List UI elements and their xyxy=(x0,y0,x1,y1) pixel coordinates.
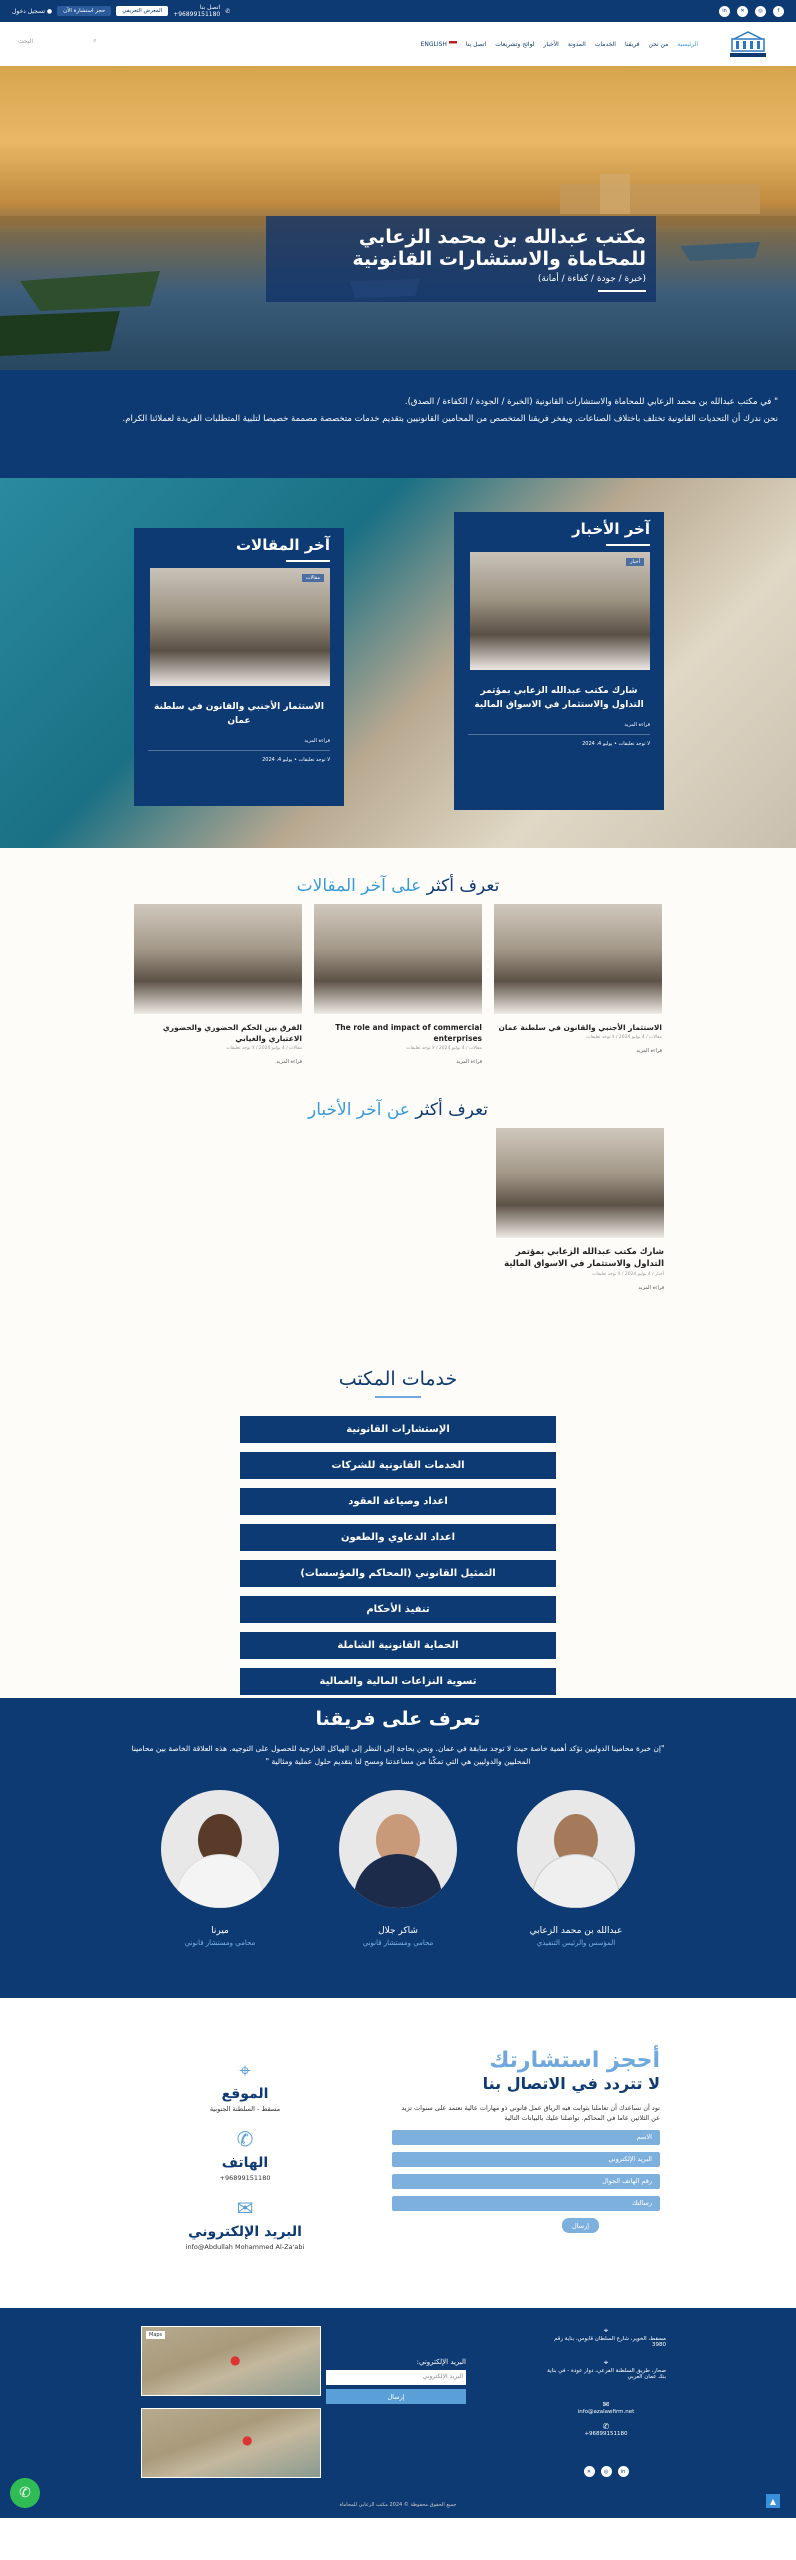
service-item[interactable]: التمثيل القانوني (المحاكم والمؤسسات) xyxy=(240,1560,556,1587)
english-label: ENGLISH xyxy=(420,40,447,48)
facebook-icon[interactable]: f xyxy=(773,6,784,17)
logo-icon xyxy=(726,29,770,59)
latest-articles-heading: آخر المقالات xyxy=(235,536,330,554)
phone-icon: ✆ xyxy=(236,2127,254,2151)
nav-english[interactable] xyxy=(421,41,457,48)
article-thumbnail[interactable] xyxy=(494,904,662,1014)
location-value: مسقط - السلطنة الجنوبية xyxy=(209,2105,281,2113)
read-more-link[interactable]: قراءة المزيد xyxy=(624,722,650,728)
phone-number: 96899151180+ xyxy=(173,11,221,18)
nav-blog[interactable]: المدونة xyxy=(567,40,586,48)
news-section xyxy=(0,1070,796,1320)
search-bar xyxy=(18,37,96,45)
team-member[interactable] xyxy=(517,1790,635,1947)
map-link[interactable]: Maps xyxy=(146,2331,165,2339)
login-label: تسجيل دخول xyxy=(12,7,45,15)
book-consult-button[interactable]: حجز استشارة الآن xyxy=(57,6,111,16)
map-embed-1[interactable] xyxy=(141,2326,321,2396)
copyright: جميع الحقوق محفوظة © 2024 مكتب الزعابي للمحاماة xyxy=(339,2502,457,2508)
news-section-title xyxy=(0,1100,796,1120)
title-prefix: تعرف أكثر xyxy=(426,876,500,896)
read-more-link[interactable]: قراءة المزيد xyxy=(638,1285,664,1291)
avatar-body xyxy=(354,1854,442,1908)
member-role: محامي ومستشار قانوني xyxy=(184,1939,256,1947)
articles-section-title xyxy=(0,876,796,896)
article-card-title[interactable]: The role and impact of commercial enterprises xyxy=(335,1023,482,1043)
avatar xyxy=(339,1790,457,1908)
email-label: البريد الإلكتروني xyxy=(188,2224,302,2240)
services-heading: خدمات المكتب xyxy=(338,1368,458,1390)
article-card[interactable] xyxy=(134,904,302,1065)
article-card-title[interactable]: الفرق بين الحكم الحضوري والحضوري الاعتباري والغيابي xyxy=(162,1023,302,1043)
hero-title: مكتب عبدالله بن محمد الزعابي للمحاماة والاستشارات القانونية xyxy=(352,226,646,270)
contact-section xyxy=(0,1998,796,2308)
service-item[interactable]: الإستشارات القانونية xyxy=(240,1416,556,1443)
top-phone[interactable] xyxy=(173,4,220,18)
flag-icon xyxy=(449,41,457,46)
latest-news-heading: آخر الأخبار xyxy=(571,520,650,538)
member-role: محامي ومستشار قانوني xyxy=(362,1939,434,1947)
service-item[interactable]: تنفيذ الأحكام xyxy=(240,1596,556,1623)
phone-field[interactable]: رقم الهاتف الجوال xyxy=(392,2174,660,2189)
service-item[interactable]: الحماية القانونية الشاملة xyxy=(240,1632,556,1659)
footer-address-2 xyxy=(546,2358,666,2380)
avatar-body xyxy=(532,1854,620,1908)
location-label: الموقع xyxy=(221,2086,269,2102)
team-member[interactable] xyxy=(161,1790,279,1947)
map-embed-2[interactable] xyxy=(141,2408,321,2478)
email-icon: ✉ xyxy=(602,2400,610,2409)
phone-text: 96899151180+ xyxy=(584,2431,628,2437)
x-icon[interactable]: ✕ xyxy=(584,2466,595,2477)
news-badge: أخبار xyxy=(626,558,644,566)
email-text: info@azalawfirm.net xyxy=(577,2409,635,2415)
service-item[interactable]: اعداد وصياغة العقود xyxy=(240,1488,556,1515)
booking-submit-button[interactable]: إرسال xyxy=(562,2218,599,2233)
intro-line-2: نحن ندرك أن التحديات القانونية تختلف باختلاف الصناعات. ويفخر فريقنا المتخصص من المحامين القانونيين بتقديم خدمات متخصصة مصممة خصيصا لتلبية المتطلبات الفريدة لعملائنا الكرام. xyxy=(122,414,778,424)
services-section xyxy=(0,1320,796,1698)
search-icon[interactable]: ⌕ xyxy=(93,37,97,44)
article-card[interactable] xyxy=(494,904,662,1065)
read-more-link[interactable]: قراءة المزيد xyxy=(276,1059,302,1065)
intro-line-1: " في مكتب عبدالله بن محمد الزعابي للمحاماة والاستشارات القانونية (الخبرة / الجودة / الكفاءة / الصدق). xyxy=(404,397,778,407)
phone-label: اتصل بنا xyxy=(199,4,221,11)
member-name: عبدالله بن محمد الزعابي xyxy=(529,1926,623,1936)
article-image[interactable] xyxy=(150,568,330,686)
hero-underline xyxy=(598,290,646,292)
newsletter-submit-button[interactable]: إرسال xyxy=(326,2389,466,2404)
nav-contact[interactable]: اتصل بنا xyxy=(465,40,487,48)
newsletter-input[interactable]: البريد الإلكتروني xyxy=(326,2370,466,2385)
search-input[interactable]: البحث xyxy=(18,37,34,45)
nav-news[interactable]: الأخبار xyxy=(543,40,559,48)
read-more-link[interactable]: قراءة المزيد xyxy=(636,1048,662,1054)
news-image[interactable] xyxy=(470,552,650,670)
location-icon: ⌖ xyxy=(603,2326,609,2335)
user-icon: ● xyxy=(46,7,53,15)
articles-grid xyxy=(0,904,796,1065)
avatar xyxy=(517,1790,635,1908)
footer-phone[interactable] xyxy=(546,2422,666,2437)
footer xyxy=(0,2308,796,2518)
contact-info xyxy=(180,2058,310,2251)
team-members xyxy=(0,1790,796,1947)
newsletter-form xyxy=(326,2358,466,2404)
scroll-top-icon[interactable]: ▲ xyxy=(766,2494,780,2508)
address-text: صحار، طريق السلطنة الفرعي، دوار عودة - في بناية بنك عمان العربي xyxy=(547,2368,666,2380)
phone-icon: ✆ xyxy=(225,7,231,15)
news-card-title[interactable]: شارك مكتب عبدالله الزعابي بمؤتمر التداول والاستثمار في الاسواق المالية xyxy=(504,1247,664,1269)
article-card-title[interactable]: الاستثمار الأجنبي والقانون في سلطنة عمان xyxy=(498,1023,662,1032)
team-heading: تعرف على فريقنا xyxy=(315,1708,481,1730)
address-text: مسقط، الخوير، شارع السلطان قابوس، بناية رقم 3980 xyxy=(554,2336,666,2348)
nav-home[interactable]: الرئيسية xyxy=(677,40,698,48)
articles-section xyxy=(0,848,796,1070)
message-field[interactable]: رسالتك xyxy=(392,2196,660,2211)
booking-description: نود أن نساعدك أن تعاملنا بثوابت فيه الرياق عمل قانوني ذو مهارات عالية تعتمد على سنوات تزيد عن الثلاثين عاما في المحاكم. تواصلنا عليك بالبيانات التالية xyxy=(401,2104,660,2122)
team-member[interactable] xyxy=(339,1790,457,1947)
team-description: "إن خبرة محامينا الدوليين تؤكد أهمية خاصة حيث لا توجد سابقة في عمان. ونحن بحاجة إلى النظر إلى الهياكل الخارجية للحصول على التوجيه. هذه العلاقة الخاصة بين محامينا المحليين والدوليين هي التي تمكّنا من مساعدتنا ومسح لنا بتقديم حلول عملية ومثالية " xyxy=(131,1744,665,1766)
footer-social xyxy=(546,2466,666,2477)
map-pin-icon: ● xyxy=(242,2433,253,2447)
avatar-body xyxy=(176,1854,264,1908)
linkedin-icon[interactable]: in xyxy=(719,6,730,17)
title-prefix: تعرف أكثر xyxy=(415,1100,489,1120)
main-nav xyxy=(0,22,796,66)
title-suffix: عن آخر الأخبار xyxy=(307,1100,410,1120)
location-icon: ⌖ xyxy=(239,2058,251,2082)
hero-subtitle: (خبرة / جودة / كفاءة / أمانة) xyxy=(537,274,646,284)
news-card[interactable] xyxy=(496,1128,664,1291)
nav-regulations[interactable]: لوائح وتشريعات xyxy=(495,40,535,48)
email-value[interactable]: info@Abdullah Mohammed Al-Za'abi xyxy=(185,2243,305,2251)
article-card-meta: مقالات / 4 يوليو 2024 / لا توجد تعليقات xyxy=(406,1046,482,1051)
intro-section xyxy=(0,370,796,478)
heading-underline xyxy=(375,1396,421,1398)
news-card-meta: أخبار / 4 يوليو 2024 / لا توجد تعليقات xyxy=(592,1272,664,1277)
logo[interactable] xyxy=(718,26,778,62)
member-name: ميرنا xyxy=(211,1926,229,1936)
member-name: شاكر جلال xyxy=(378,1926,418,1936)
booking-subtitle: لا تتردد في الاتصال بنا xyxy=(482,2074,660,2093)
map-pin-icon: ● xyxy=(230,2353,241,2367)
nav-about[interactable]: من نحن xyxy=(648,40,669,48)
latest-news-card xyxy=(454,512,664,810)
member-role: المؤسس والرئيس التنفيذي xyxy=(536,1939,616,1947)
title-suffix: على آخر المقالات xyxy=(296,876,422,896)
phone-icon: ✆ xyxy=(602,2422,610,2431)
hero-banner xyxy=(0,66,796,370)
news-meta: لا توجد تعليقات • يوليو 4، 2024 xyxy=(468,734,650,747)
read-more-link[interactable]: قراءة المزيد xyxy=(304,738,330,744)
instagram-icon[interactable]: ◎ xyxy=(601,2466,612,2477)
gallery-button[interactable]: المعرض التعريفي xyxy=(116,6,168,16)
email-field[interactable]: البريد الإلكتروني xyxy=(392,2152,660,2167)
phone-value[interactable]: 96899151180+ xyxy=(219,2174,271,2182)
nav-team[interactable]: فريقنا xyxy=(624,40,640,48)
read-more-link[interactable]: قراءة المزيد xyxy=(456,1059,482,1065)
latest-section xyxy=(0,478,796,848)
top-bar xyxy=(0,0,796,22)
heading-underline xyxy=(606,544,650,546)
booking-form xyxy=(392,2048,660,2233)
nav-services[interactable]: الخدمات xyxy=(594,40,616,48)
login-button[interactable] xyxy=(12,8,52,15)
phone-label: الهاتف xyxy=(221,2155,269,2171)
booking-title: أحجز استشارتك xyxy=(489,2048,660,2073)
newsletter-label: البريد الإلكتروني: xyxy=(416,2358,466,2366)
footer-address-1 xyxy=(546,2326,666,2348)
article-thumbnail[interactable] xyxy=(134,904,302,1014)
article-card-meta: مقالات / 4 يوليو 2024 / لا توجد تعليقات xyxy=(226,1046,302,1051)
avatar xyxy=(161,1790,279,1908)
service-item[interactable]: الخدمات القانونية للشركات xyxy=(240,1452,556,1479)
article-card[interactable] xyxy=(314,904,482,1065)
article-card-meta: مقالات / 4 يوليو 2024 / لا توجد تعليقات xyxy=(586,1035,662,1040)
news-title[interactable]: شارك مكتب عبدالله الزعابي بمؤتمر التداول والاستثمار في الاسواق المالية xyxy=(474,686,644,710)
instagram-icon[interactable]: ◎ xyxy=(755,6,766,17)
whatsapp-icon[interactable]: ✆ xyxy=(10,2478,40,2508)
hero-title-box xyxy=(266,216,656,302)
article-thumbnail[interactable] xyxy=(314,904,482,1014)
article-title[interactable]: الاستثمار الأجنبي والقانون في سلطنة عمان xyxy=(154,702,324,726)
heading-underline xyxy=(286,560,330,562)
name-field[interactable]: الاسم xyxy=(392,2130,660,2145)
email-icon: ✉ xyxy=(236,2196,254,2220)
service-item[interactable]: اعداد الدعاوي والطعون xyxy=(240,1524,556,1551)
footer-email[interactable] xyxy=(546,2400,666,2415)
location-icon: ⌖ xyxy=(603,2358,609,2367)
team-section xyxy=(0,1698,796,1998)
article-badge: مقالات xyxy=(302,574,324,582)
article-meta: لا توجد تعليقات • يوليو 4، 2024 xyxy=(148,750,330,763)
news-grid xyxy=(0,1128,796,1291)
service-item[interactable]: تسوية النزاعات المالية والعمالية xyxy=(240,1668,556,1695)
latest-articles-card xyxy=(134,528,344,806)
news-thumbnail[interactable] xyxy=(496,1128,664,1238)
linkedin-icon[interactable]: in xyxy=(618,2466,629,2477)
x-icon[interactable]: ✕ xyxy=(737,6,748,17)
